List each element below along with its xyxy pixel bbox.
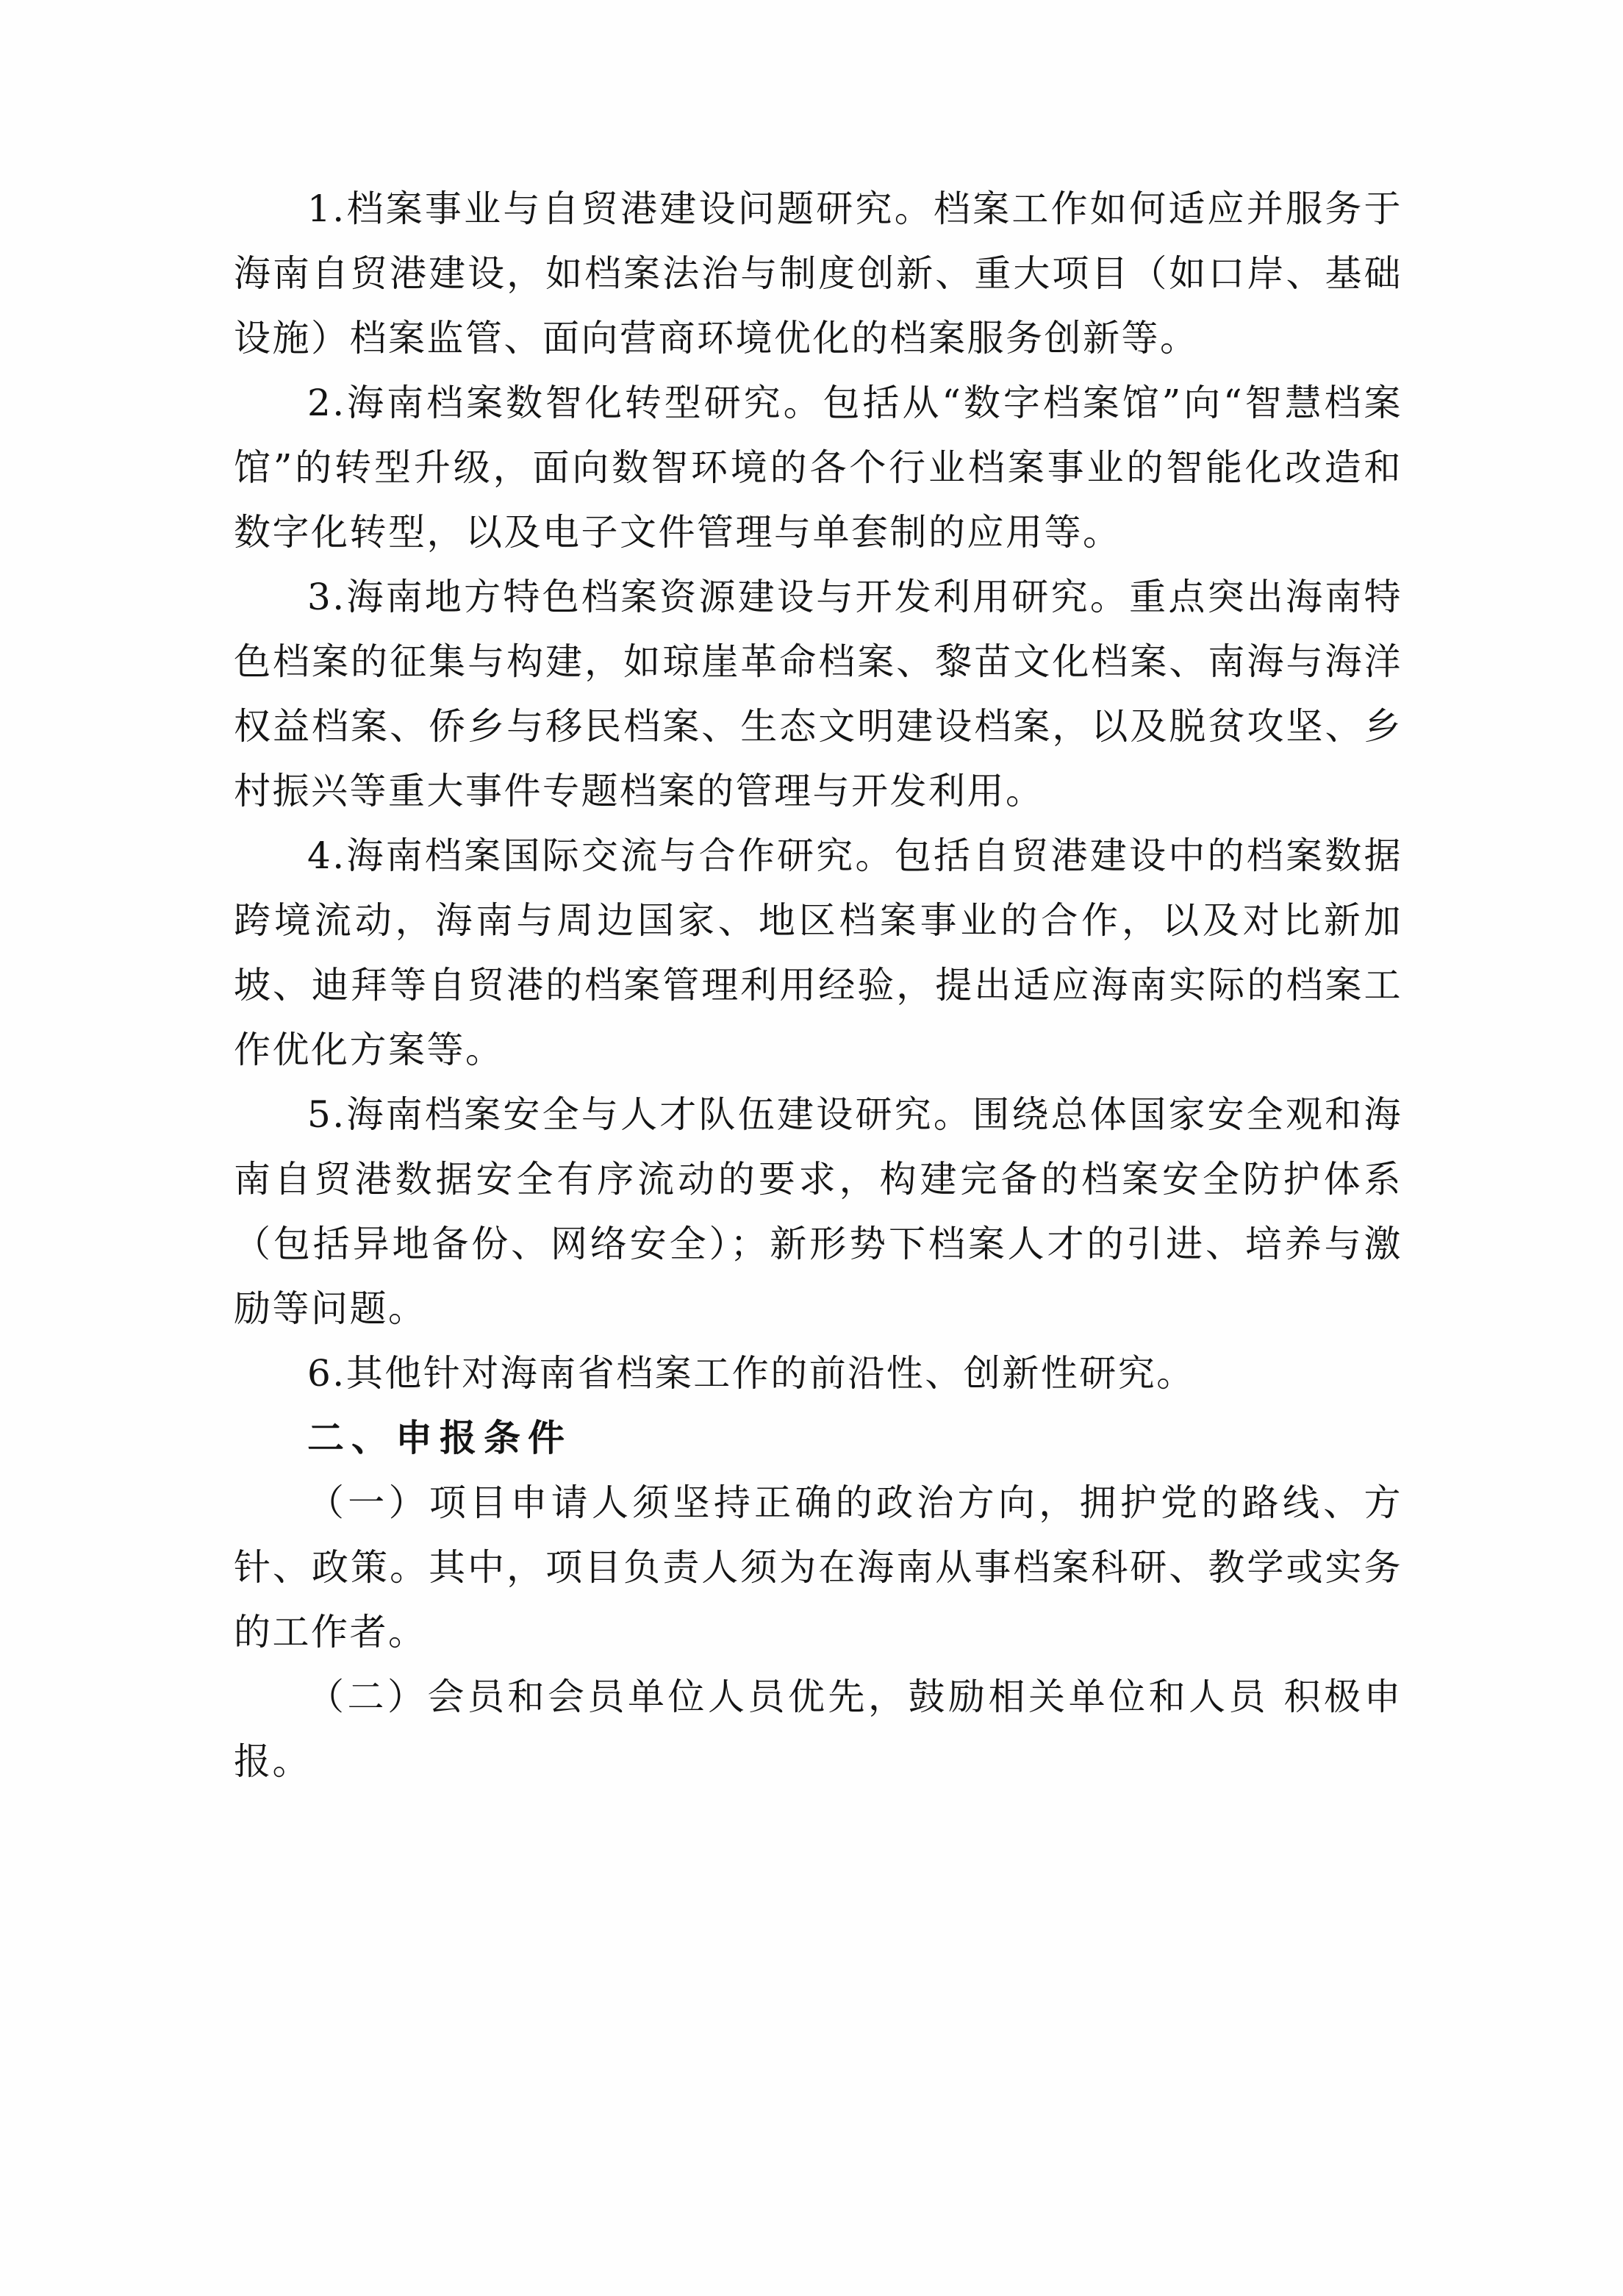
paragraph-item-1: 1.档案事业与自贸港建设问题研究。档案工作如何适应并服务于海南自贸港建设，如档案法治与制度创新、重大项目（如口岸、基础设施）档案监管、面向营商环境优化的档案服务创新等。 <box>234 187 1402 360</box>
document-body <box>234 176 1402 1794</box>
paragraph-item-4: 4.海南档案国际交流与合作研究。包括自贸港建设中的档案数据跨境流动，海南与周边国家、地区档案事业的合作，以及对比新加坡、迪拜等自贸港的档案管理利用经验，提出适应海南实际的档案工作优化方案等。 <box>234 834 1402 1071</box>
paragraph-item-3: 3.海南地方特色档案资源建设与开发利用研究。重点突出海南特色档案的征集与构建，如琼崖革命档案、黎苗文化档案、南海与海洋权益档案、侨乡与移民档案、生态文明建设档案，以及脱贫攻坚、乡村振兴等重大事件专题档案的管理与开发利用。 <box>234 576 1402 812</box>
section-heading-application-conditions: 二、申报条件 <box>307 1416 572 1459</box>
paragraph-clause-1: （一）项目申请人须坚持正确的政治方向，拥护党的路线、方针、政策。其中，项目负责人须为在海南从事档案科研、教学或实务的工作者。 <box>234 1481 1402 1653</box>
paragraph-item-2: 2.海南档案数智化转型研究。包括从“数字档案馆”向“智慧档案馆”的转型升级，面向数智环境的各个行业档案事业的智能化改造和数字化转型，以及电子文件管理与单套制的应用等。 <box>234 382 1402 554</box>
paragraph-clause-2: （二）会员和会员单位人员优先，鼓励相关单位和人员 积极申报。 <box>234 1675 1402 1783</box>
paragraph-item-6: 6.其他针对海南省档案工作的前沿性、创新性研究。 <box>307 1352 1195 1395</box>
paragraph-item-5: 5.海南档案安全与人才队伍建设研究。围绕总体国家安全观和海南自贸港数据安全有序流动的要求，构建完备的档案安全防护体系（包括异地备份、网络安全）；新形势下档案人才的引进、培养与激励等问题。 <box>234 1093 1402 1330</box>
